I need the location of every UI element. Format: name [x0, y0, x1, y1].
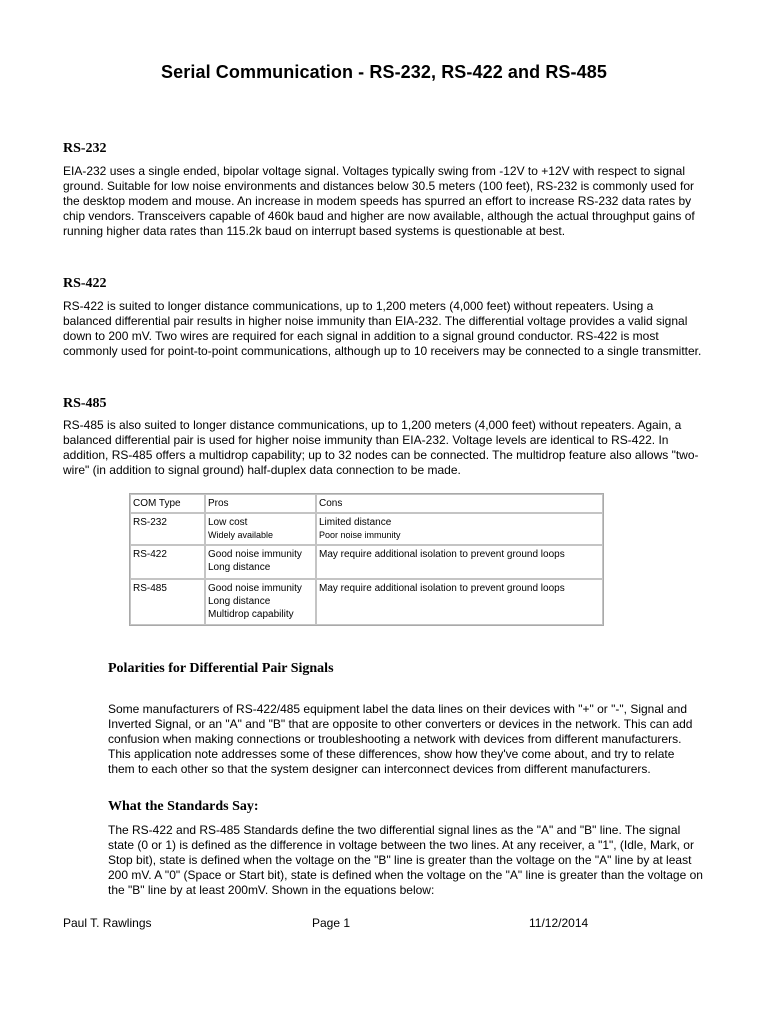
cons-item: May require additional isolation to prevent ground loops	[319, 583, 565, 594]
pros-item: Good noise immunity	[208, 583, 302, 594]
rs422-heading: RS-422	[63, 276, 107, 291]
pros-item: Good noise immunity	[208, 549, 302, 560]
pros-item: Long distance	[208, 562, 271, 573]
pros-item: Low cost	[208, 517, 248, 528]
table-row	[130, 579, 603, 625]
footer-author: Paul T. Rawlings	[63, 916, 152, 930]
polarities-paragraph: Some manufacturers of RS-422/485 equipment label the data lines on their devices with "+" or "-", Signal and Inverted Signal, or an "A" and "B" that are opposite to other converters or devices in the network. This can add confusion when making connections or troubleshooting a network with devices from different manufacturers. This application note addresses some of these differences, show how they've come about, and try to relate them to each other so that the system designer can interconnect devices from different manufacturers.	[108, 702, 693, 776]
table-header-cons: Cons	[316, 494, 603, 513]
table-cell-type: RS-232	[130, 513, 205, 545]
table-cell-type: RS-422	[130, 545, 205, 579]
table-cell-pros	[205, 579, 316, 625]
rs232-paragraph: EIA-232 uses a single ended, bipolar voltage signal. Voltages typically swing from -12V to +12V with respect to signal ground. Suitable for low noise environments and distances below 30.5 meters (100 feet), RS-232 is commonly used for the desktop modem and mouse. An increase in modem speeds has spurred an effort to increase RS-232 data rates by chip vendors. Transceivers capable of 460k baud and higher are now available, although the actual throughput gains of running higher data rates than 115.2k baud on interrupt based systems is questionable at best.	[63, 164, 695, 238]
cons-item: Limited distance	[319, 517, 392, 528]
standards-paragraph: The RS-422 and RS-485 Standards define the two differential signal lines as the "A" and "B" line. The signal state (0 or 1) is defined as the difference in voltage between the two lines. At any receiver, a "1", (Idle, Mark, or Stop bit), state is defined when the voltage on the "B" line is greater than the voltage on the "A" line by at least 200 mV. A "0" (Space or Start bit), state is defined when the voltage on the "A" line is greater than the voltage on the "B" line by at least 200mV. Shown in the equations below:	[108, 823, 703, 897]
table-header-pros: Pros	[205, 494, 316, 513]
rs485-paragraph: RS-485 is also suited to longer distance communications, up to 1,200 meters (4,000 feet) without repeaters. Again, a balanced differential pair is used for higher noise immunity than EIA-232. Voltage levels are identical to RS-422. In addition, RS-485 offers a multidrop capability; up to 32 nodes can be connected. The multidrop feature also allows "two-wire" (in addition to signal ground) half-duplex data connection to be made.	[63, 418, 699, 477]
polarities-heading: Polarities for Differential Pair Signals	[108, 661, 334, 676]
footer-date: 11/12/2014	[529, 916, 589, 930]
table-cell-cons	[316, 545, 603, 579]
pros-item: Widely available	[208, 530, 274, 540]
table-cell-cons	[316, 579, 603, 625]
pros-item: Long distance	[208, 596, 271, 607]
footer-page-number: Page 1	[312, 916, 351, 930]
page-title: Serial Communication - RS-232, RS-422 and RS-485	[161, 62, 607, 82]
table-cell-pros	[205, 545, 316, 579]
table-cell-cons	[316, 513, 603, 545]
cons-item: Poor noise immunity	[319, 530, 401, 540]
table-row	[130, 545, 603, 579]
pros-item: Multidrop capability	[208, 609, 294, 620]
table-cell-type: RS-485	[130, 579, 205, 625]
table-header-com-type: COM Type	[130, 494, 205, 513]
table-cell-pros	[205, 513, 316, 545]
rs485-heading: RS-485	[63, 396, 107, 411]
com-type-table	[129, 493, 604, 626]
table-row	[130, 513, 603, 545]
rs422-paragraph: RS-422 is suited to longer distance communications, up to 1,200 meters (4,000 feet) without repeaters. Using a balanced differential pair results in higher noise immunity than EIA-232. The differential voltage provides a valid signal down to 200 mV. Two wires are required for each signal in addition to a signal ground conductor. RS-422 is most commonly used for point-to-point communications, although up to 10 receivers may be connected to a single transmitter.	[63, 299, 702, 358]
standards-heading: What the Standards Say:	[108, 799, 259, 814]
rs232-heading: RS-232	[63, 141, 107, 156]
table-header-row	[130, 494, 603, 513]
cons-item: May require additional isolation to prevent ground loops	[319, 549, 565, 560]
